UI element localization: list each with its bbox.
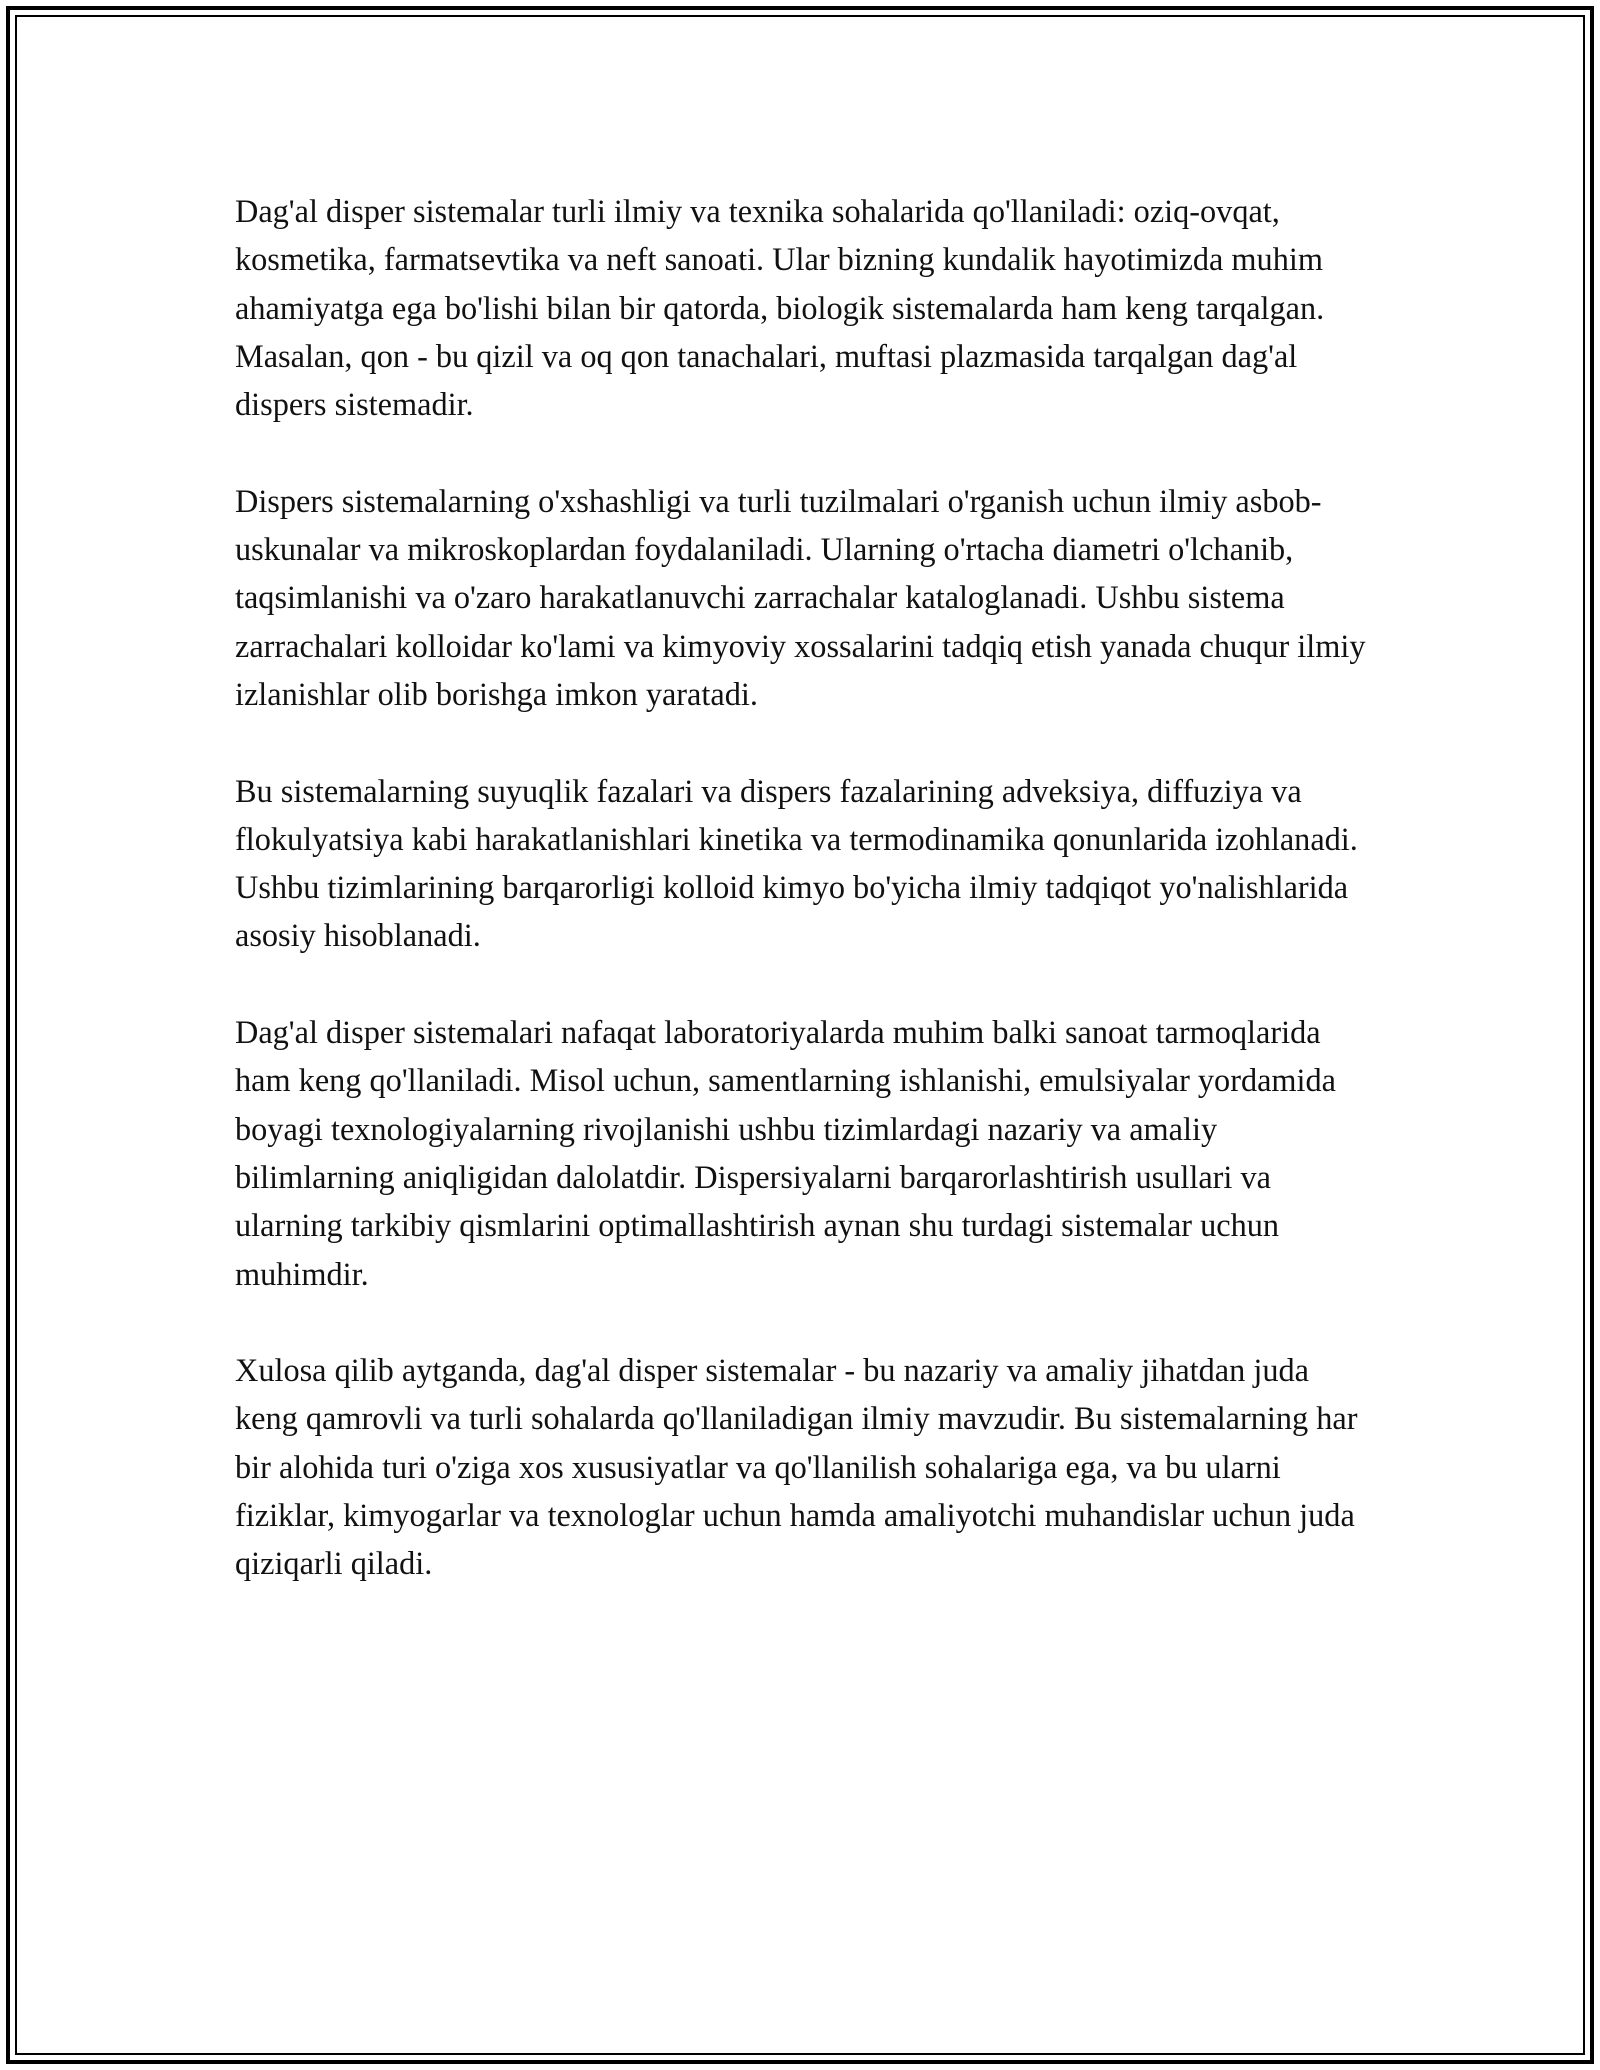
paragraph-4: Dag'al disper sistemalari nafaqat laboratoriyalarda muhim balki sanoat tarmoqlarida ham keng qo'llaniladi. Misol uchun, samentlarning ishlanishi, emulsiyalar yordamida boyagi texnologiyalarning rivojlanishi ushbu tizimlardagi nazariy va amaliy bilimlarning aniqligidan dalolatdir. Dispersiyalarni barqarorlashtirish usullari va ularning tarkibiy qismlarini optimallashtirish aynan shu turdagi sistemalar uchun muhimdir.: [235, 1014, 1337, 1292]
paragraph-1: Dag'al disper sistemalar turli ilmiy va texnika sohalarida qo'llaniladi: oziq-ovqat, kosmetika, farmatsevtika va neft sanoati. Ular bizning kundalik hayotimizda muhim ahamiyatga ega bo'lishi bilan bir qatorda, biologik sistemalarda ham keng tarqalgan. Masalan, qon - bu qizil va oq qon tanachalari, muftasi plazmasida tarqalgan dag'al dispers sistemadir.: [235, 193, 1325, 423]
paragraph-3: Bu sistemalarning suyuqlik fazalari va dispers fazalarining adveksiya, diffuziya va flokulyatsiya kabi harakatlanishlari kinetika va termodinamika qonunlarida izohlanadi. Ushbu tizimlarining barqarorligi kolloid kimyo bo'yicha ilmiy tadqiqot yo'nalishlarida asosiy hisoblanadi.: [235, 772, 1358, 954]
paragraph-2: Dispers sistemalarning o'xshashligi va turli tuzilmalari o'rganish uchun ilmiy asbob-uskunalar va mikroskoplardan foydalaniladi. Ularning o'rtacha diametri o'lchanib, taqsimlanishi va o'zaro harakatlanuvchi zarrachalar kataloglanadi. Ushbu sistema zarrachalari kolloidar ko'lami va kimyoviy xossalarini tadqiq etish yanada chuqur ilmiy izlanishlar olib borishga imkon yaratadi.: [235, 482, 1366, 712]
document-body: [235, 187, 1370, 1588]
paragraph-5: Xulosa qilib aytganda, dag'al disper sistemalar - bu nazariy va amaliy jihatdan juda keng qamrovli va turli sohalarda qo'llaniladigan ilmiy mavzudir. Bu sistemalarning har bir alohida turi o'ziga xos xususiyatlar va qo'llanilish sohalariga ega, va bu ularni fiziklar, kimyogarlar va texnologlar uchun hamda amaliyotchi muhandislar uchun juda qiziqarli qiladi.: [235, 1352, 1358, 1582]
